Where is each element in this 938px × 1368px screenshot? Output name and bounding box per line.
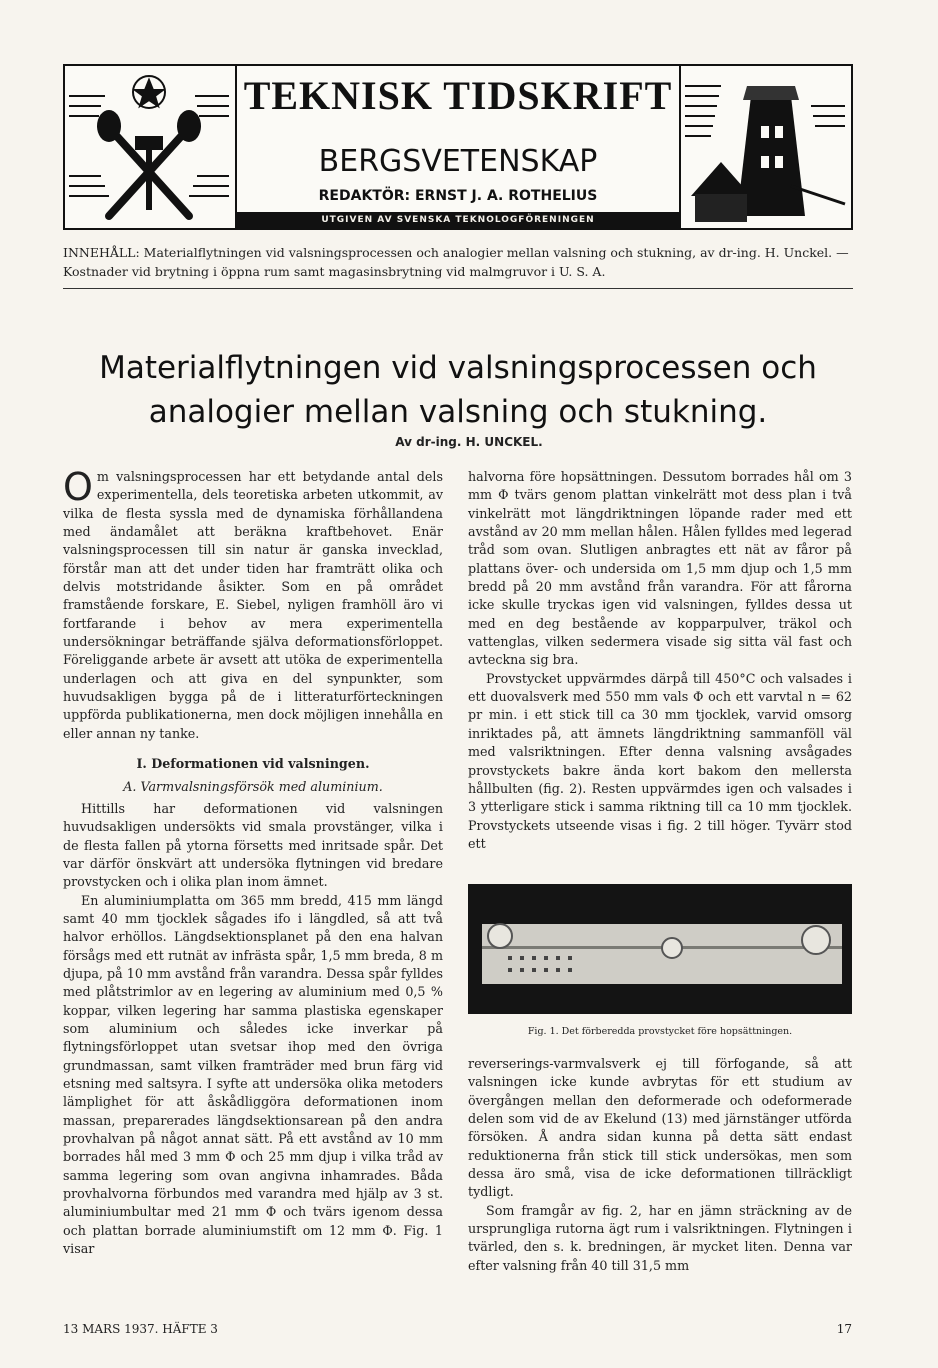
issue-date: 13 MARS 1937. HÄFTE 3 (63, 1322, 218, 1336)
body-paragraph: En aluminiumplatta om 365 mm bredd, 415 mm längd samt 40 mm tjocklek sågades ifo i längdled, så att två halvor erhöllos. Längdsektionsplanet på den ena halvan försågs med ett rutnät av infrästa spår, 1,5 mm breda, 8 m djupa, på 10 mm avstånd från varandra. Dessa spår fylldes med plåtstrimlor av en legering av aluminium med 0,5 % koppar, vilken legering har samma plastiska egenskaper som aluminium och således icke inverkar på flytningsförloppet utan svetsar ihop med den övriga grundmassan, samt vilken framträder med brun färg vid etsning med saltsyra. I syfte att undersöka olika metoders lämplighet för att åskådliggöra deformationen inom massan, preparerades längdsektionsarean på den andra provhalvan på något annat sätt. På ett avstånd av 10 mm borrades hål med 3 mm Φ och 25 mm djup i vilka tråd av samma legering som ovan angivna inhamrades. Båda provhalvorna förbundos med varandra med hjälp av 3 st. aluminiumbultar med 21 mm Φ och tvärs igenom dessa och plattan borrade aluminiumstift om 12 mm Φ. Fig. 1 visar (63, 892, 443, 1257)
article-byline: Av dr-ing. H. UNCKEL. (395, 435, 543, 449)
contents-divider (63, 288, 853, 289)
body-paragraph: halvorna före hopsättningen. Dessutom borrades hål om 3 mm Φ tvärs genom plattan vinkelrätt mot dess plan i två vinkelrätt mot längdriktningen löpande rader med ett avstånd av 20 mm mellan hålen. Hålen fylldes med legerad tråd som ovan. Slutligen anbragtes ett nät av fåror på plattans över- och undersida om 1,5 mm djup och 1,5 mm bredd på 20 mm avstånd från varandra. För att fårorna icke skulle tryckas igen vid valsningen, fylldes dessa ut med en deg bestående av kopparpulver, träkol och vattenglas, vilken sedermera visade sig sitta väl fast och avteckna sig bra. (468, 469, 852, 668)
body-paragraph: reverserings-varmvalsverk ej till förfogande, så att valsningen icke kunde avbrytas för ett studium av övergången mellan den deformerade och odeformerade delen som vid de av Ekelund (13) med järnstänger utförda försöken. Å andra sidan kunna på detta sätt endast reduktionerna från stick till stick undersökas, men som dessa äro små, visa de icke deformationen tillräckligt tydligt. (468, 1056, 852, 1200)
page-number: 17 (836, 1322, 852, 1336)
left-column (63, 465, 443, 1258)
intro-paragraph (63, 465, 443, 743)
right-column-bottom (468, 1055, 852, 1275)
article-title (63, 346, 853, 434)
figure-1-caption: Fig. 1. Det förberedda provstycket före hopsättningen. (527, 1026, 793, 1037)
journal-editor: REDAKTÖR: ERNST J. A. ROTHELIUS (318, 188, 598, 204)
contents-line: INNEHÅLL: Materialflytningen vid valsningsprocessen och analogier mellan valsning och stukning, av dr-ing. H. Unckel. — Kostnader vid brytning i öppna rum samt magasinsbrytning vid malmgruvor i U. S. A. (63, 245, 849, 279)
body-paragraph: Hittills har deformationen vid valsningen huvudsakligen undersökts vid smala provstänger, vilka i de flesta fallen på ytorna försetts med inritsade spår. Det var därför önskvärt att undersöka flytningen vid bredare provstycken och i olika plan inom ämnet. (63, 800, 443, 890)
drop-cap: O (63, 465, 93, 509)
masthead-emblem-crossed-torches-icon (65, 66, 237, 228)
section-heading: I. Deformationen vid valsningen. (136, 756, 370, 772)
body-paragraph: Som framgår av fig. 2, har en jämn sträckning av de ursprungliga rutorna ägt rum i valsriktningen. Flytningen i tvärled, den s. k. bredningen, är mycket liten. Denna var efter valsning från 40 till 31,5 mm (468, 1202, 852, 1273)
right-column-top (468, 468, 852, 853)
subsection-heading: A. Varmvalsningsförsök med aluminium. (123, 778, 383, 794)
journal-title: TEKNISK TIDSKRIFT (243, 73, 673, 118)
body-paragraph: Provstycket uppvärmdes därpå till 450°C och valsades i ett duovalsverk med 550 mm vals Φ och ett varvtal n = 62 pr min. i ett stick till ca 30 mm tjocklek, varvid omsorg inriktades på, att ämnets längdriktning sammanföll väl med valsriktningen. Efter denna valsning avsågades provstyckets bakre ända kort bakom den mellersta hållbulten (fig. 2). Resten uppvärmdes igen och valsades i 3 ytterligare stick i samma riktning till ca 10 mm tjocklek. Provstyckets utseende visas i fig. 2 till höger. Tyvärr stod ett (468, 670, 852, 851)
journal-section: BERGSVETENSKAP (318, 144, 598, 179)
publisher-band: UTGIVEN AV SVENSKA TEKNOLOGFÖRENINGEN (237, 212, 679, 228)
intro-text: m valsningsprocessen har ett betydande antal dels experimentella, dels teoretiska arbeten utkommit, av vilka de flesta syssla med de dynamiska förhållandena med ändamålet att beräkna kraftbehovet. Enär valsningsprocessen till sin natur är ganska invecklad, förstår man att det under tiden har framträtt olika och delvis motstridande åsikter. Som en på området framstående forskare, E. Siebel, nyligen framhöll äro vi fortfarande i behov av mera experimentella undersökningar beträffande själva deformationsförloppet. Föreliggande arbete är avsett att utöka de experimentella underlagen och att giva en del synpunkter, som huvudsakligen bygga på de i litteraturförteckningen uppförda publikationerna, men dock möjligen innehålla en eller annan ny tanke. (63, 469, 443, 741)
article-title-line-2: analogier mellan valsning och stukning. (148, 394, 768, 430)
figure-1-photo (468, 884, 852, 1014)
masthead (63, 64, 853, 230)
article-title-line-1: Materialflytningen vid valsningsprocessen och (99, 350, 817, 386)
masthead-mine-headframe-icon (679, 66, 851, 228)
